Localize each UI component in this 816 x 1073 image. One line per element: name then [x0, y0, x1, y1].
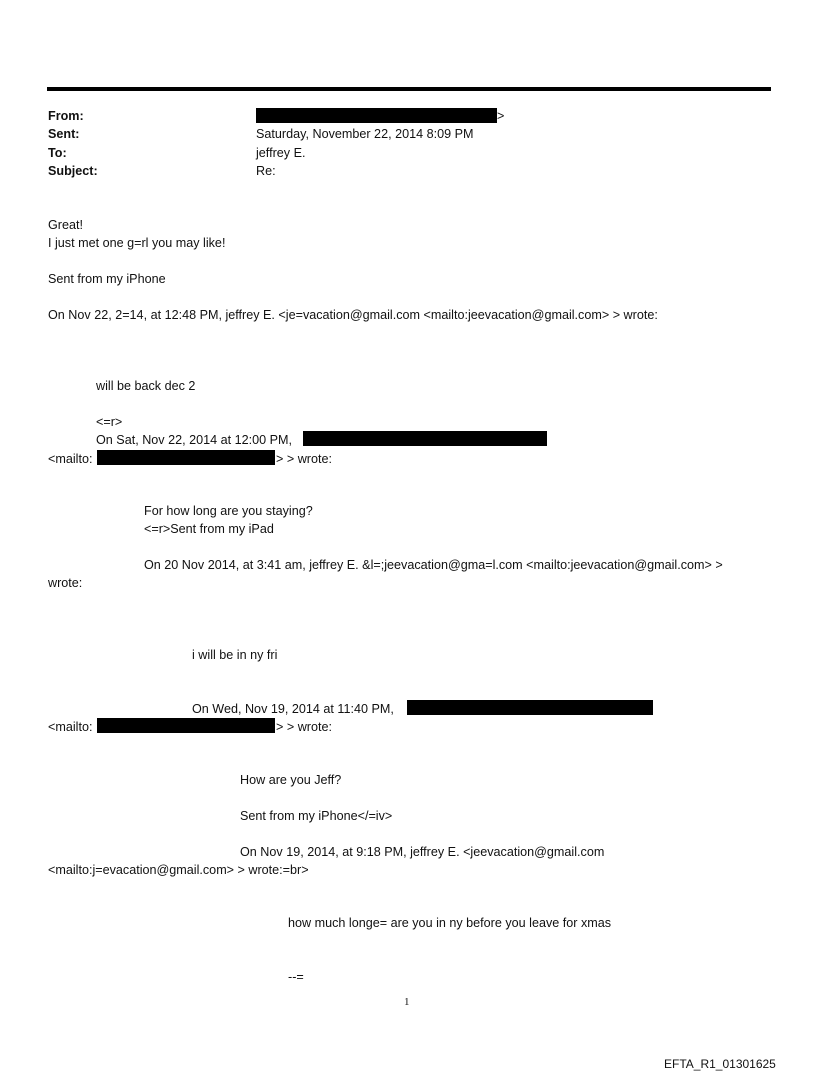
quote-line: <mailto: — [48, 720, 93, 734]
quote-line: <mailto: — [48, 452, 93, 466]
subject-label: Subject: — [48, 164, 98, 178]
quote-line: i will be in ny fri — [192, 648, 278, 662]
quote-line: <=r>Sent from my iPad — [144, 522, 274, 536]
document-id: EFTA_R1_01301625 — [664, 1057, 776, 1071]
quote-line: How are you Jeff? — [240, 773, 342, 787]
from-suffix: > — [497, 109, 505, 123]
from-label: From: — [48, 109, 84, 123]
page-number: 1 — [404, 996, 410, 1008]
to-value: jeffrey E. — [256, 146, 306, 160]
quote-line: <mailto:j=evacation@gmail.com> > wrote:=br> — [48, 863, 309, 877]
quote-line: will be back dec 2 — [96, 379, 196, 393]
redaction-sender — [303, 431, 547, 446]
quote-line: For how long are you staying? — [144, 504, 313, 518]
quote-line: On 20 Nov 2014, at 3:41 am, jeffrey E. &l=;jeevacation@gma=l.com <mailto:jeevacation@gmail.com> > — [144, 558, 723, 572]
quote-line: <=r> — [96, 415, 123, 429]
quote-line: wrote: — [48, 576, 83, 590]
sent-value: Saturday, November 22, 2014 8:09 PM — [256, 127, 474, 141]
redaction-sender — [407, 700, 653, 715]
quote-line: how much longe= are you in ny before you leave for xmas — [288, 916, 612, 930]
sent-label: Sent: — [48, 127, 80, 141]
quote-line: > > wrote: — [276, 720, 333, 734]
redaction-from — [256, 108, 497, 123]
body-line: I just met one g=rl you may like! — [48, 236, 226, 250]
quote-line: --= — [288, 970, 304, 984]
quote-line: Sent from my iPhone</=iv> — [240, 809, 393, 823]
to-label: To: — [48, 146, 67, 160]
body-line: On Nov 22, 2=14, at 12:48 PM, jeffrey E. <je=vacation@gmail.com <mailto:jeevacation@gmail.com> > wrote: — [48, 308, 658, 322]
redaction-mailto — [97, 718, 275, 733]
quote-line: On Wed, Nov 19, 2014 at 11:40 PM, — [192, 702, 394, 716]
quote-line: On Sat, Nov 22, 2014 at 12:00 PM, — [96, 433, 293, 447]
quote-line: On Nov 19, 2014, at 9:18 PM, jeffrey E. <jeevacation@gmail.com — [240, 845, 605, 859]
header-rule — [47, 87, 771, 91]
subject-value: Re: — [256, 164, 276, 178]
redaction-mailto — [97, 450, 275, 465]
body-line: Sent from my iPhone — [48, 272, 166, 286]
body-line: Great! — [48, 218, 83, 232]
quote-line: > > wrote: — [276, 452, 333, 466]
